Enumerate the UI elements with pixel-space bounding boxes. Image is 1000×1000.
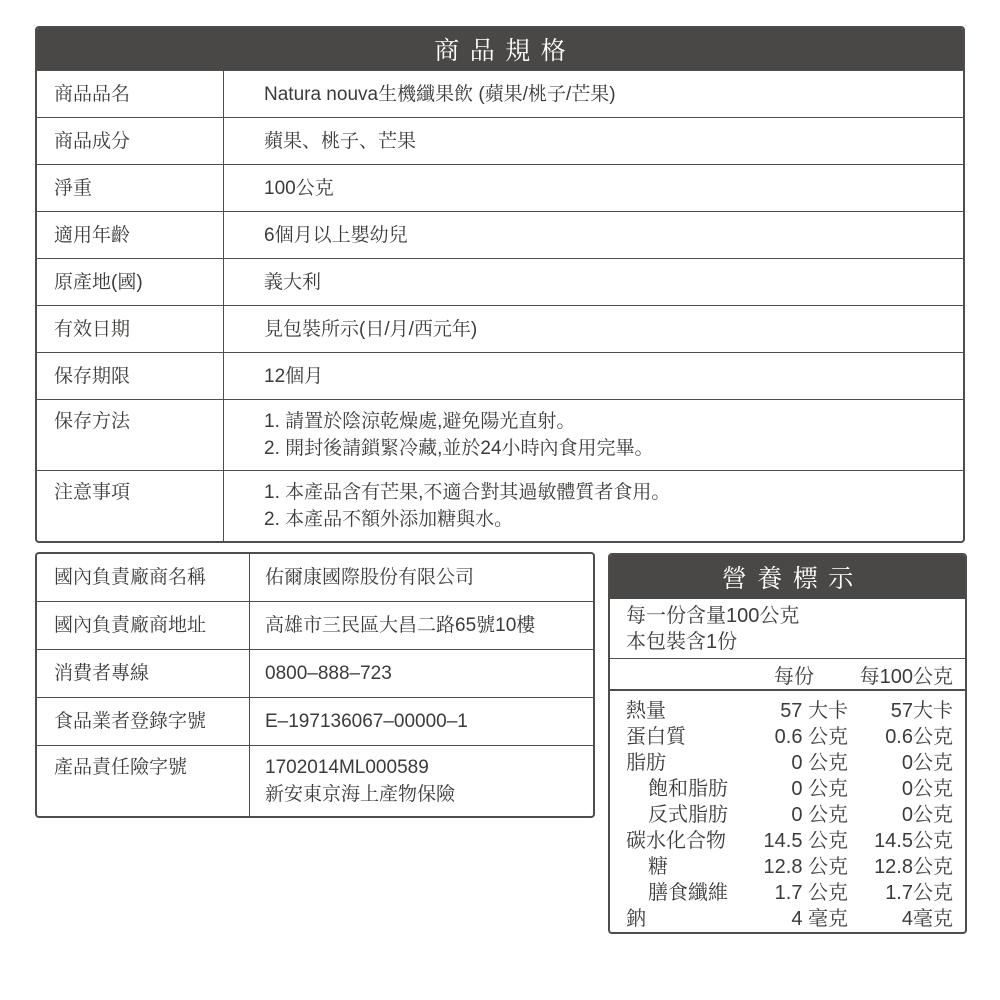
row-label: 食品業者登錄字號 <box>54 711 207 732</box>
vendor-row-consumer-hotline <box>37 649 593 697</box>
value-per-serving: 1.7 公克 <box>774 882 848 904</box>
vendor-info-table <box>35 552 595 818</box>
value-per-serving: 0 公克 <box>791 752 848 774</box>
storage-line-1: 1. 請置於陰涼乾燥處,避免陽光直射。 <box>264 411 576 432</box>
row-value <box>249 746 593 816</box>
spec-table-title: 商品規格 <box>37 28 963 70</box>
nutrient-name: 糖 <box>648 856 668 878</box>
row-label: 適用年齡 <box>54 224 131 246</box>
spec-row-age-range <box>37 211 963 258</box>
value-per-100g: 12.8公克 <box>874 856 953 878</box>
row-label: 原產地(國) <box>54 271 143 293</box>
spec-row-shelf-life <box>37 352 963 399</box>
vendor-row-company-address <box>37 601 593 649</box>
value-per-100g: 57大卡 <box>890 700 953 722</box>
row-label: 有效日期 <box>54 318 131 340</box>
column-per-100g: 每100公克 <box>859 665 953 688</box>
nutrition-title: 營養標示 <box>610 555 965 599</box>
vendor-row-liability-insurance <box>37 745 593 816</box>
value-per-serving: 0.6 公克 <box>774 726 848 748</box>
row-value: 0800–888–723 <box>249 650 593 697</box>
row-label: 國內負責廠商地址 <box>54 615 207 636</box>
precaution-line-1: 1. 本產品含有芒果,不適合對其過敏體質者食用。 <box>264 482 671 503</box>
nutrient-name: 蛋白質 <box>626 726 686 748</box>
spec-row-origin <box>37 258 963 305</box>
row-label: 注意事項 <box>54 482 131 503</box>
precaution-line-2: 2. 本產品不額外添加糖與水。 <box>264 509 514 530</box>
precaution-lines <box>264 479 670 533</box>
nutrition-row-dietary-fiber <box>610 876 953 902</box>
row-value: E–197136067–00000–1 <box>249 698 593 745</box>
row-value: Natura nouva生機纖果飲 (蘋果/桃子/芒果) <box>223 71 963 117</box>
nutrition-row-sugar <box>610 850 953 876</box>
insurance-line-1: 1702014ML000589 <box>265 757 429 778</box>
spec-row-expiry-date <box>37 305 963 352</box>
value-per-serving: 12.8 公克 <box>763 856 848 878</box>
spec-row-precautions <box>37 470 963 541</box>
nutrient-name: 膳食纖維 <box>648 882 728 904</box>
storage-lines <box>264 408 654 462</box>
nutrition-table <box>608 553 967 934</box>
nutrition-column-headers <box>610 659 965 691</box>
row-value: 高雄市三民區大昌二路65號10樓 <box>249 602 593 649</box>
value-per-serving: 0 公克 <box>791 804 848 826</box>
row-value <box>223 471 963 541</box>
row-value: 蘋果、桃子、芒果 <box>223 118 963 164</box>
value-per-100g: 0.6公克 <box>885 726 953 748</box>
vendor-row-registration-number <box>37 697 593 745</box>
insurance-line-2: 新安東京海上產物保險 <box>265 784 456 805</box>
nutrition-row-protein <box>610 720 953 746</box>
row-value: 見包裝所示(日/月/西元年) <box>223 306 963 352</box>
serving-size-line: 每一份含量100公克 <box>626 605 800 627</box>
nutrient-name: 熱量 <box>626 700 666 722</box>
spec-row-ingredients <box>37 117 963 164</box>
nutrient-name: 飽和脂肪 <box>648 778 728 800</box>
value-per-100g: 0公克 <box>901 804 953 826</box>
nutrition-row-sodium <box>610 902 953 928</box>
spec-row-product-name <box>37 70 963 117</box>
row-value: 6個月以上嬰幼兒 <box>223 212 963 258</box>
nutrition-row-carbohydrate <box>610 824 953 850</box>
row-label: 消費者專線 <box>54 663 150 684</box>
nutrition-rows <box>610 691 965 932</box>
nutrition-row-fat <box>610 746 953 772</box>
row-label: 產品責任險字號 <box>54 757 188 778</box>
storage-line-2: 2. 開封後請鎖緊冷藏,並於24小時內食用完畢。 <box>264 438 654 459</box>
spec-row-storage-method <box>37 399 963 470</box>
nutrition-row-saturated-fat <box>610 772 953 798</box>
value-per-100g: 0公克 <box>901 778 953 800</box>
row-value: 12個月 <box>223 353 963 399</box>
vendor-row-company-name <box>37 554 593 601</box>
value-per-serving: 4 毫克 <box>791 908 848 930</box>
insurance-lines <box>265 754 455 808</box>
column-per-serving: 每份 <box>774 665 814 688</box>
value-per-100g: 4毫克 <box>901 908 953 930</box>
row-value: 佑爾康國際股份有限公司 <box>249 554 593 601</box>
row-label: 保存期限 <box>54 365 131 387</box>
servings-per-package-line: 本包裝含1份 <box>626 631 738 653</box>
row-label: 國內負責廠商名稱 <box>54 567 207 588</box>
nutrition-row-calories <box>610 694 953 720</box>
value-per-serving: 57 大卡 <box>780 700 848 722</box>
value-per-100g: 1.7公克 <box>885 882 953 904</box>
nutrient-name: 碳水化合物 <box>626 830 726 852</box>
value-per-serving: 0 公克 <box>791 778 848 800</box>
nutrition-row-trans-fat <box>610 798 953 824</box>
row-label: 商品成分 <box>54 130 131 152</box>
row-label: 保存方法 <box>54 411 131 432</box>
nutrient-name: 脂肪 <box>626 752 666 774</box>
row-label: 淨重 <box>54 177 93 199</box>
nutrient-name: 反式脂肪 <box>648 804 728 826</box>
nutrient-name: 鈉 <box>626 908 646 930</box>
value-per-serving: 14.5 公克 <box>763 830 848 852</box>
serving-info <box>610 599 965 659</box>
value-per-100g: 0公克 <box>901 752 953 774</box>
product-spec-table <box>35 26 965 543</box>
row-value: 義大利 <box>223 259 963 305</box>
value-per-100g: 14.5公克 <box>874 830 953 852</box>
row-label: 商品品名 <box>54 83 131 105</box>
row-value: 100公克 <box>223 165 963 211</box>
spec-row-net-weight <box>37 164 963 211</box>
row-value <box>223 400 963 470</box>
